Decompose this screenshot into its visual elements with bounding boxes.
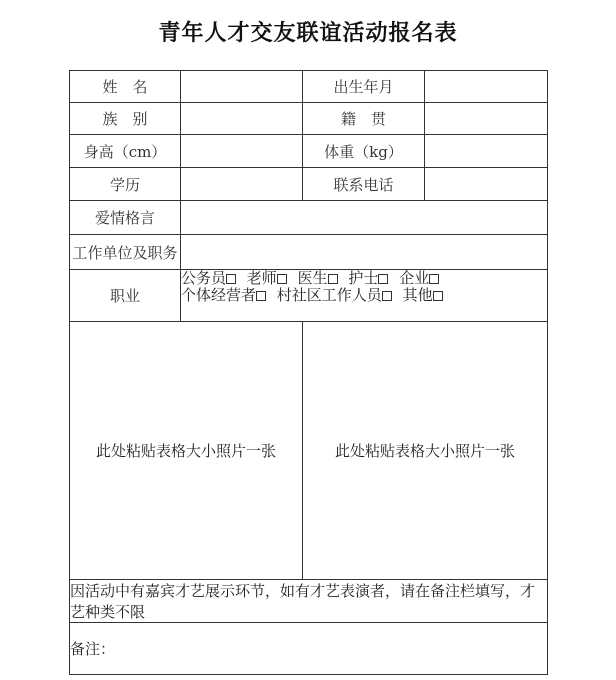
photo-box-left[interactable]: 此处粘贴表格大小照片一张 [70,322,303,580]
remark-label: 备注： [70,640,116,658]
checkbox[interactable] [433,291,443,301]
weight-label: 体重（kg） [303,135,425,168]
height-label: 身高（cm） [70,135,181,168]
option-enterprise[interactable]: 企业 [399,269,445,287]
name-label: 姓 名 [70,71,181,103]
checkbox[interactable] [378,274,388,284]
option-teacher[interactable]: 老师 [247,269,293,287]
education-input[interactable] [181,168,303,201]
option-self-employed[interactable]: 个体经营者 [181,286,272,304]
option-other[interactable]: 其他 [403,286,449,304]
occupation-label: 职业 [70,270,181,322]
checkbox[interactable] [328,274,338,284]
name-input[interactable] [181,71,303,103]
checkbox[interactable] [277,274,287,284]
ethnicity-input[interactable] [181,103,303,135]
remark-field[interactable] [70,623,548,675]
option-nurse[interactable]: 护士 [348,269,394,287]
option-civil-servant[interactable]: 公务员 [181,269,242,287]
motto-input[interactable] [181,201,548,235]
workplace-label: 工作单位及职务 [70,235,181,270]
motto-label: 爱情格言 [70,201,181,235]
height-input[interactable] [181,135,303,168]
phone-label: 联系电话 [303,168,425,201]
checkbox[interactable] [226,274,236,284]
ethnicity-label: 族 别 [70,103,181,135]
weight-input[interactable] [425,135,548,168]
checkbox[interactable] [429,274,439,284]
checkbox[interactable] [382,291,392,301]
talent-notice: 因活动中有嘉宾才艺展示环节，如有才艺表演者，请在备注栏填写，才艺种类不限 [70,580,548,623]
workplace-input[interactable] [181,235,548,270]
photo-box-right[interactable]: 此处粘贴表格大小照片一张 [303,322,548,580]
birth-label: 出生年月 [303,71,425,103]
hometown-input[interactable] [425,103,548,135]
registration-form [69,70,548,675]
education-label: 学历 [70,168,181,201]
hometown-label: 籍 贯 [303,103,425,135]
checkbox[interactable] [256,291,266,301]
option-doctor[interactable]: 医生 [298,269,344,287]
birth-input[interactable] [425,71,548,103]
option-community-worker[interactable]: 村社区工作人员 [277,286,398,304]
form-title: 青年人才交友联谊活动报名表 [158,20,458,46]
occupation-options [181,270,548,322]
phone-input[interactable] [425,168,548,201]
